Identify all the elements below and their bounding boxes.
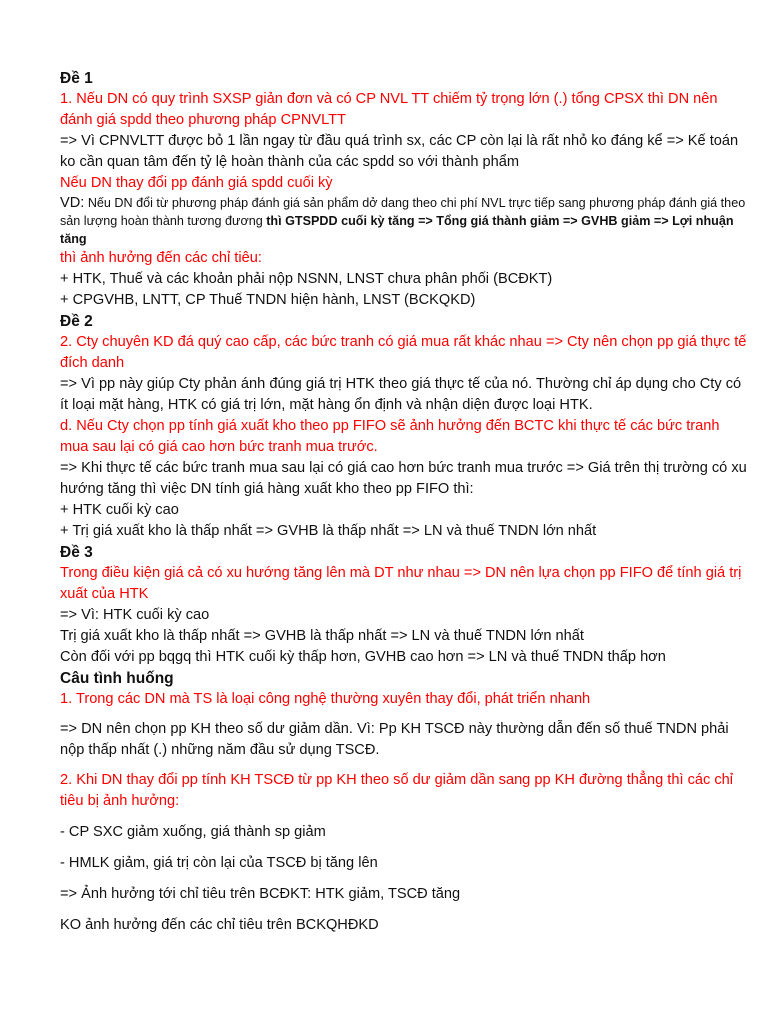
de3-line-3: Còn đối với pp bqgq thì HTK cuối kỳ thấp hơn, GVHB cao hơn => LN và thuế TNDN thấp hơn [60,649,666,665]
de1-bullet-2: + CPGVHB, LNTT, CP Thuế TNDN hiện hành, LNST (BCKQKD) [60,292,476,308]
de1-example [60,194,750,248]
de2-bullet-2: + Trị giá xuất kho là thấp nhất => GVHB là thấp nhất => LN và thuế TNDN lớn nhất [60,523,597,539]
case-question-1: 1. Trong các DN mà TS là loại công nghệ thường xuyên thay đổi, phát triển nhanh [60,691,591,707]
case-bullet-1: - CP SXC giảm xuống, giá thành sp giảm [60,824,326,840]
de3-line-1: => Vì: HTK cuối kỳ cao [60,607,210,623]
case-question-2: 2. Khi DN thay đổi pp tính KH TSCĐ từ pp KH theo số dư giảm dần sang pp KH đường thẳng thì các chỉ tiêu bị ảnh hưởng: [60,772,733,809]
case-bullet-3: => Ảnh hưởng tới chỉ tiêu trên BCĐKT: HTK giảm, TSCĐ tăng [60,886,461,902]
de2-heading: Đề 2 [60,313,93,330]
de2-answer-2: => Khi thực tế các bức tranh mua sau lại có giá cao hơn bức tranh mua trước => Giá trên thị trường có xu hướng tăng thì việc DN tính giá hàng xuất kho theo pp FIFO thì: [60,460,747,497]
case-bullet-4: KO ảnh hưởng đến các chỉ tiêu trên BCKQHĐKD [60,917,379,933]
case-bullet-2: - HMLK giảm, giá trị còn lại của TSCĐ bị tăng lên [60,855,378,871]
de2-bullet-1: + HTK cuối kỳ cao [60,502,179,518]
de2-question-2: d. Nếu Cty chọn pp tính giá xuất kho theo pp FIFO sẽ ảnh hưởng đến BCTC khi thực tế các bức tranh mua sau lại có giá cao hơn bức tranh mua trước. [60,418,720,455]
de2-answer-1: => Vì pp này giúp Cty phản ánh đúng giá trị HTK theo giá thực tế của nó. Thường chỉ áp dụng cho Cty có ít loại mặt hàng, HTK có giá trị lớn, mặt hàng ổn định và nhận diện được loại HTK. [60,376,742,413]
case-heading: Câu tình huống [60,670,174,687]
example-text: Nếu DN đổi từ phương pháp đánh giá sản phẩm dở dang theo chi phí NVL trực tiếp sang phương pháp đánh giá theo sản lượng hoàn thành tương đương [60,196,746,228]
de1-question-1: 1. Nếu DN có quy trình SXSP giản đơn và có CP NVL TT chiếm tỷ trọng lớn (.) tổng CPSX thì DN nên đánh giá spdd theo phương pháp CPNVLTT [60,91,718,128]
de1-answer-1: => Vì CPNVLTT được bỏ 1 lần ngay từ đầu quá trình sx, các CP còn lại là rất nhỏ ko đáng kể => Kế toán ko cần quan tâm đến tỷ lệ hoàn thành của các spdd so với thành phẩm [60,133,739,170]
example-label: VD: [60,195,85,211]
de3-question-1: Trong điều kiện giá cả có xu hướng tăng lên mà DT như nhau => DN nên lựa chọn pp FIFO để tính giá trị xuất của HTK [60,565,742,602]
de1-heading: Đề 1 [60,70,93,87]
de1-question-2: Nếu DN thay đổi pp đánh giá spdd cuối kỳ [60,175,333,191]
example-conclusion: thì GTSPDD cuối kỳ tăng => Tổng giá thành giảm => GVHB giảm => Lợi nhuận tăng [60,214,734,246]
de3-heading: Đề 3 [60,544,93,561]
de2-question-1: 2. Cty chuyên KD đá quý cao cấp, các bức tranh có giá mua rất khác nhau => Cty nên chọn pp giá thực tế đích danh [60,334,747,371]
case-answer-1: => DN nên chọn pp KH theo số dư giảm dần. Vì: Pp KH TSCĐ này thường dẫn đến số thuế TNDN phải nộp thấp nhất (.) những năm đầu sử dụng TSCĐ. [60,721,729,758]
de1-affect-line: thì ảnh hưởng đến các chỉ tiêu: [60,250,262,266]
de3-line-2: Trị giá xuất kho là thấp nhất => GVHB là thấp nhất => LN và thuế TNDN lớn nhất [60,628,584,644]
de1-bullet-1: + HTK, Thuế và các khoản phải nộp NSNN, LNST chưa phân phối (BCĐKT) [60,271,553,287]
